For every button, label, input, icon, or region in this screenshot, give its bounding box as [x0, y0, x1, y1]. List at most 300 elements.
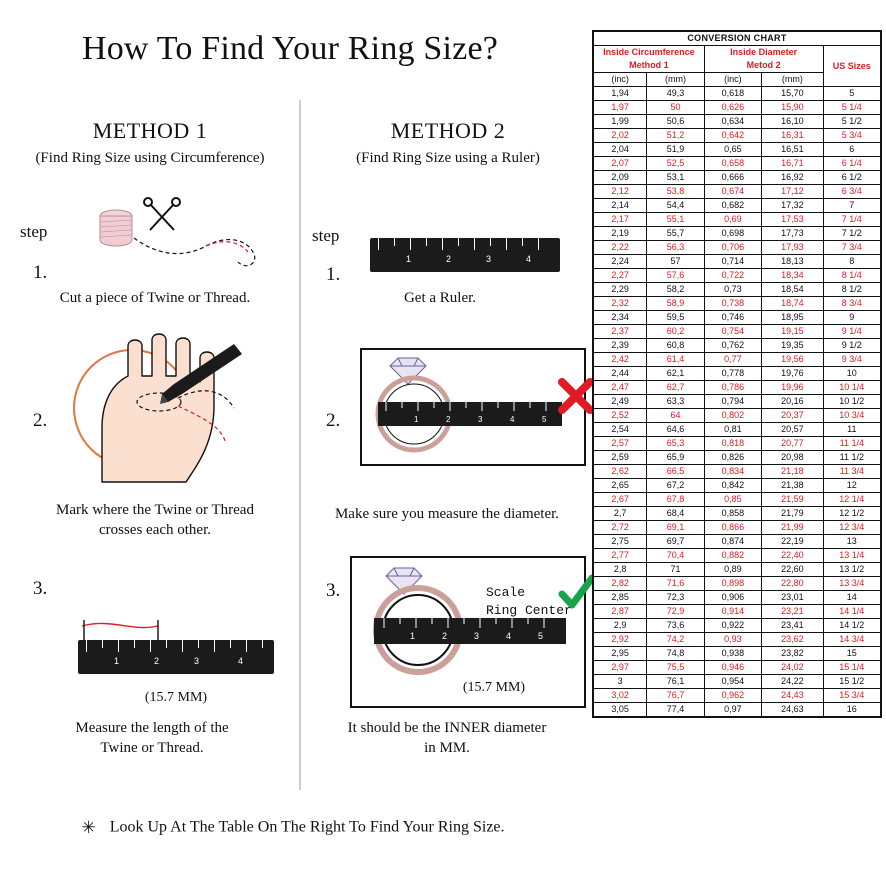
table-cell-mm: 16,10 — [762, 115, 824, 129]
svg-text:2: 2 — [446, 415, 451, 424]
table-cell-mm: 19,35 — [762, 339, 824, 353]
table-cell-mm: 19,76 — [762, 367, 824, 381]
table-cell-mm: 18,34 — [762, 269, 824, 283]
table-row — [594, 339, 881, 353]
table-cell-inc: 2,49 — [594, 395, 647, 409]
table-cell-mm: 73,6 — [647, 619, 704, 633]
chart-title: CONVERSION CHART — [594, 32, 881, 46]
svg-text:5: 5 — [538, 631, 544, 641]
table-cell-mm: 20,77 — [762, 437, 824, 451]
table-title-row — [594, 32, 881, 46]
table-cell-inc: 0,866 — [704, 521, 761, 535]
table-cell-inc: 2,92 — [594, 633, 647, 647]
table-cell-inc: 2,37 — [594, 325, 647, 339]
table-row — [594, 171, 881, 185]
table-cell-inc: 0,922 — [704, 619, 761, 633]
table-row — [594, 689, 881, 703]
table-row — [594, 199, 881, 213]
page-title: How To Find Your Ring Size? — [81, 30, 499, 67]
method-1-header — [2, 118, 298, 167]
table-cell-inc: 0,714 — [704, 255, 761, 269]
table-cell-mm: 17,53 — [762, 213, 824, 227]
table-cell-mm: 54,4 — [647, 199, 704, 213]
table-cell-mm: 23,82 — [762, 647, 824, 661]
table-cell-inc: 2,14 — [594, 199, 647, 213]
table-cell-inc: 0,682 — [704, 199, 761, 213]
table-cell-inc: 2,97 — [594, 661, 647, 675]
table-cell-inc: 0,626 — [704, 101, 761, 115]
svg-text:4: 4 — [510, 415, 515, 424]
table-cell-inc: 0,962 — [704, 689, 761, 703]
table-row — [594, 451, 881, 465]
table-cell-mm: 17,12 — [762, 185, 824, 199]
table-cell-inc: 0,698 — [704, 227, 761, 241]
table-cell-inc: 0,882 — [704, 549, 761, 563]
table-row — [594, 213, 881, 227]
table-row — [594, 493, 881, 507]
table-cell-US: 7 1/4 — [823, 213, 880, 227]
method-2-step-3-number: 3. — [326, 580, 341, 601]
table-cell-inc: 3,05 — [594, 703, 647, 717]
table-row — [594, 465, 881, 479]
table-cell-inc: 2,07 — [594, 157, 647, 171]
table-cell-mm: 19,56 — [762, 353, 824, 367]
bottom-note-text: Look Up At The Table On The Right To Find Your Ring Size. — [109, 818, 505, 836]
table-cell-mm: 71 — [647, 563, 704, 577]
table-cell-US: 13 1/4 — [823, 549, 880, 563]
table-cell-mm: 23,01 — [762, 591, 824, 605]
table-cell-mm: 67,8 — [647, 493, 704, 507]
method-2-step-2-number: 2. — [326, 410, 341, 431]
table-cell-mm: 67,2 — [647, 479, 704, 493]
table-row — [594, 563, 881, 577]
table-cell-inc: 0,746 — [704, 311, 761, 325]
table-cell-inc: 0,898 — [704, 577, 761, 591]
table-cell-inc: 0,81 — [704, 423, 761, 437]
table-cell-US: 11 3/4 — [823, 465, 880, 479]
table-cell-mm: 59,5 — [647, 311, 704, 325]
table-cell-US: 8 1/2 — [823, 283, 880, 297]
table-cell-mm: 15,70 — [762, 87, 824, 101]
table-row — [594, 395, 881, 409]
table-cell-US: 5 — [823, 87, 880, 101]
table-cell-US: 6 — [823, 143, 880, 157]
table-cell-inc: 0,618 — [704, 87, 761, 101]
table-cell-US: 5 3/4 — [823, 129, 880, 143]
table-row — [594, 87, 881, 101]
table-row — [594, 661, 881, 675]
table-row — [594, 535, 881, 549]
table-row — [594, 115, 881, 129]
table-cell-mm: 17,73 — [762, 227, 824, 241]
table-cell-inc: 0,85 — [704, 493, 761, 507]
table-cell-inc: 0,706 — [704, 241, 761, 255]
svg-text:1: 1 — [414, 415, 419, 424]
table-cell-inc: 1,97 — [594, 101, 647, 115]
svg-text:4: 4 — [506, 631, 512, 641]
table-cell-inc: 0,97 — [704, 703, 761, 717]
conversion-chart — [592, 30, 882, 718]
ruler-illustration-method1: 1 2 3 4 — [78, 640, 274, 674]
svg-text:3: 3 — [478, 415, 483, 424]
table-row — [594, 647, 881, 661]
col-header-mm-1: (mm) — [647, 73, 704, 87]
method-1-subtitle: (Find Ring Size using Circumference) — [35, 150, 265, 166]
table-cell-mm: 20,37 — [762, 409, 824, 423]
table-cell-mm: 65,3 — [647, 437, 704, 451]
table-cell-US: 16 — [823, 703, 880, 717]
table-cell-inc: 2,17 — [594, 213, 647, 227]
group-header-circumference: Inside Circumference Method 1 — [594, 46, 705, 73]
table-cell-inc: 0,938 — [704, 647, 761, 661]
method-1-step-3-number: 3. — [33, 578, 48, 599]
table-row — [594, 283, 881, 297]
table-cell-mm: 76,1 — [647, 675, 704, 689]
table-cell-inc: 2,12 — [594, 185, 647, 199]
table-cell-inc: 3,02 — [594, 689, 647, 703]
table-cell-US: 15 3/4 — [823, 689, 880, 703]
table-cell-inc: 2,04 — [594, 143, 647, 157]
col-header-inc-1: (inc) — [594, 73, 647, 87]
table-cell-mm: 64 — [647, 409, 704, 423]
table-cell-mm: 20,57 — [762, 423, 824, 437]
table-cell-mm: 21,79 — [762, 507, 824, 521]
table-row — [594, 381, 881, 395]
table-row — [594, 367, 881, 381]
table-cell-inc: 2,42 — [594, 353, 647, 367]
table-cell-inc: 0,69 — [704, 213, 761, 227]
table-cell-mm: 21,59 — [762, 493, 824, 507]
table-cell-inc: 0,754 — [704, 325, 761, 339]
table-cell-inc: 0,818 — [704, 437, 761, 451]
table-cell-mm: 62,7 — [647, 381, 704, 395]
table-cell-inc: 0,946 — [704, 661, 761, 675]
table-cell-inc: 2,82 — [594, 577, 647, 591]
table-cell-inc: 0,65 — [704, 143, 761, 157]
method-1-step-2-caption: Mark where the Twine or Thread crosses each other. — [56, 502, 254, 539]
table-cell-mm: 77,4 — [647, 703, 704, 717]
table-cell-US: 13 1/2 — [823, 563, 880, 577]
table-cell-inc: 0,93 — [704, 633, 761, 647]
table-cell-mm: 74,2 — [647, 633, 704, 647]
table-cell-mm: 49,3 — [647, 87, 704, 101]
table-row — [594, 591, 881, 605]
method-2-step-word: step — [312, 226, 340, 245]
table-row — [594, 633, 881, 647]
table-cell-inc: 2,02 — [594, 129, 647, 143]
table-cell-inc: 0,794 — [704, 395, 761, 409]
table-cell-mm: 50 — [647, 101, 704, 115]
table-cell-mm: 52,5 — [647, 157, 704, 171]
table-cell-mm: 69,7 — [647, 535, 704, 549]
table-cell-mm: 20,16 — [762, 395, 824, 409]
table-cell-inc: 2,7 — [594, 507, 647, 521]
table-cell-US: 14 1/4 — [823, 605, 880, 619]
table-cell-US: 11 — [823, 423, 880, 437]
table-cell-inc: 0,674 — [704, 185, 761, 199]
table-cell-mm: 72,3 — [647, 591, 704, 605]
table-cell-mm: 56,3 — [647, 241, 704, 255]
table-row — [594, 143, 881, 157]
table-cell-mm: 18,74 — [762, 297, 824, 311]
table-cell-inc: 0,89 — [704, 563, 761, 577]
table-cell-inc: 2,09 — [594, 171, 647, 185]
table-cell-mm: 72,9 — [647, 605, 704, 619]
table-cell-US: 9 — [823, 311, 880, 325]
table-cell-inc: 1,94 — [594, 87, 647, 101]
table-cell-inc: 2,85 — [594, 591, 647, 605]
table-row — [594, 311, 881, 325]
table-cell-mm: 17,32 — [762, 199, 824, 213]
table-cell-mm: 61,4 — [647, 353, 704, 367]
table-cell-inc: 2,29 — [594, 283, 647, 297]
table-row — [594, 409, 881, 423]
method-2-subtitle: (Find Ring Size using a Ruler) — [356, 150, 540, 166]
table-cell-US: 14 3/4 — [823, 633, 880, 647]
table-cell-inc: 0,642 — [704, 129, 761, 143]
table-cell-mm: 20,98 — [762, 451, 824, 465]
table-cell-mm: 53,1 — [647, 171, 704, 185]
table-cell-mm: 24,22 — [762, 675, 824, 689]
table-row — [594, 241, 881, 255]
table-cell-US: 14 1/2 — [823, 619, 880, 633]
svg-text:1: 1 — [410, 631, 416, 641]
table-cell-mm: 60,8 — [647, 339, 704, 353]
table-cell-mm: 70,4 — [647, 549, 704, 563]
table-row — [594, 577, 881, 591]
cross-icon — [556, 376, 596, 421]
table-cell-mm: 71,6 — [647, 577, 704, 591]
table-group-header-row — [594, 46, 881, 73]
table-cell-inc: 0,786 — [704, 381, 761, 395]
table-cell-inc: 0,666 — [704, 171, 761, 185]
method-1-step-word: step — [20, 222, 48, 241]
table-cell-US: 6 3/4 — [823, 185, 880, 199]
asterisk-icon: ✳ — [81, 818, 96, 837]
table-cell-US: 12 3/4 — [823, 521, 880, 535]
table-row — [594, 521, 881, 535]
table-cell-US: 10 1/2 — [823, 395, 880, 409]
table-cell-inc: 2,8 — [594, 563, 647, 577]
table-cell-US: 5 1/4 — [823, 101, 880, 115]
table-cell-inc: 0,722 — [704, 269, 761, 283]
table-cell-inc: 2,32 — [594, 297, 647, 311]
table-cell-mm: 23,21 — [762, 605, 824, 619]
table-cell-inc: 3 — [594, 675, 647, 689]
table-cell-US: 7 3/4 — [823, 241, 880, 255]
table-cell-inc: 2,47 — [594, 381, 647, 395]
table-cell-mm: 51,9 — [647, 143, 704, 157]
method-2-step-2-frame — [360, 348, 586, 466]
table-cell-US: 13 3/4 — [823, 577, 880, 591]
table-cell-US: 11 1/4 — [823, 437, 880, 451]
table-cell-inc: 0,634 — [704, 115, 761, 129]
table-row — [594, 227, 881, 241]
method-2-measure-label: (15.7 MM) — [462, 680, 526, 695]
table-cell-mm: 21,99 — [762, 521, 824, 535]
ruler-illustration-method2-step1: 1 2 3 4 — [370, 238, 560, 272]
table-cell-US: 6 1/4 — [823, 157, 880, 171]
table-cell-inc: 2,65 — [594, 479, 647, 493]
method-1-step-3-caption: Measure the length of the Twine or Thread. — [75, 720, 229, 757]
group-header-us-sizes: US Sizes — [823, 46, 880, 87]
table-cell-inc: 0,914 — [704, 605, 761, 619]
table-cell-US: 15 1/2 — [823, 675, 880, 689]
method-1-measure-label: (15.7 MM) — [144, 690, 208, 705]
table-cell-mm: 21,18 — [762, 465, 824, 479]
table-cell-mm: 64,6 — [647, 423, 704, 437]
table-cell-inc: 2,34 — [594, 311, 647, 325]
method-2-step-2-caption: Make sure you measure the diameter. — [334, 506, 560, 522]
table-row — [594, 675, 881, 689]
table-cell-inc: 0,826 — [704, 451, 761, 465]
table-cell-mm: 60,2 — [647, 325, 704, 339]
table-row — [594, 619, 881, 633]
table-cell-inc: 0,954 — [704, 675, 761, 689]
table-cell-mm: 69,1 — [647, 521, 704, 535]
method-2-title: METHOD 2 — [390, 118, 506, 143]
table-cell-mm: 58,2 — [647, 283, 704, 297]
table-row — [594, 703, 881, 717]
table-cell-mm: 57 — [647, 255, 704, 269]
table-cell-inc: 0,778 — [704, 367, 761, 381]
table-cell-inc: 2,87 — [594, 605, 647, 619]
method-2-step-1-number: 1. — [326, 264, 341, 285]
table-cell-US: 10 1/4 — [823, 381, 880, 395]
table-cell-mm: 22,19 — [762, 535, 824, 549]
table-row — [594, 353, 881, 367]
table-cell-mm: 63,3 — [647, 395, 704, 409]
table-cell-mm: 16,31 — [762, 129, 824, 143]
table-cell-mm: 19,15 — [762, 325, 824, 339]
table-cell-mm: 55,1 — [647, 213, 704, 227]
table-cell-US: 10 3/4 — [823, 409, 880, 423]
table-cell-inc: 2,52 — [594, 409, 647, 423]
group-header-diameter: Inside Diameter Metod 2 — [704, 46, 823, 73]
table-row — [594, 297, 881, 311]
bottom-note — [0, 818, 586, 838]
table-cell-US: 9 1/2 — [823, 339, 880, 353]
table-cell-inc: 0,762 — [704, 339, 761, 353]
method-2-step-3-caption: It should be the INNER diameter in MM. — [347, 720, 547, 757]
table-cell-inc: 0,858 — [704, 507, 761, 521]
table-cell-mm: 23,62 — [762, 633, 824, 647]
table-cell-mm: 76,7 — [647, 689, 704, 703]
table-cell-inc: 0,658 — [704, 157, 761, 171]
table-cell-US: 12 1/2 — [823, 507, 880, 521]
conversion-table — [593, 31, 881, 717]
table-cell-mm: 24,02 — [762, 661, 824, 675]
table-cell-mm: 68,4 — [647, 507, 704, 521]
table-cell-US: 9 1/4 — [823, 325, 880, 339]
table-cell-inc: 2,72 — [594, 521, 647, 535]
table-cell-mm: 74,8 — [647, 647, 704, 661]
table-cell-inc: 2,95 — [594, 647, 647, 661]
table-cell-mm: 16,51 — [762, 143, 824, 157]
table-cell-inc: 2,27 — [594, 269, 647, 283]
col-header-inc-2: (inc) — [704, 73, 761, 87]
table-cell-mm: 22,40 — [762, 549, 824, 563]
method-1-step-2-number: 2. — [33, 410, 48, 431]
table-cell-US: 5 1/2 — [823, 115, 880, 129]
table-cell-inc: 2,39 — [594, 339, 647, 353]
method-1-title: METHOD 1 — [92, 118, 208, 143]
method-2-header — [300, 118, 596, 167]
table-row — [594, 325, 881, 339]
table-cell-mm: 66,5 — [647, 465, 704, 479]
scale-ring-center-annotation: Scale Ring Center — [486, 585, 572, 619]
table-cell-US: 14 — [823, 591, 880, 605]
table-cell-US: 12 1/4 — [823, 493, 880, 507]
table-cell-mm: 24,63 — [762, 703, 824, 717]
table-cell-inc: 2,59 — [594, 451, 647, 465]
table-cell-US: 8 1/4 — [823, 269, 880, 283]
method-1-step-1-number: 1. — [33, 262, 48, 283]
table-cell-US: 15 1/4 — [823, 661, 880, 675]
table-cell-inc: 0,906 — [704, 591, 761, 605]
table-cell-inc: 2,44 — [594, 367, 647, 381]
table-cell-US: 9 3/4 — [823, 353, 880, 367]
table-cell-mm: 22,60 — [762, 563, 824, 577]
table-cell-mm: 75,5 — [647, 661, 704, 675]
table-row — [594, 157, 881, 171]
table-cell-inc: 0,802 — [704, 409, 761, 423]
hand-thread-illustration — [66, 332, 286, 492]
table-cell-US: 7 — [823, 199, 880, 213]
svg-text:3: 3 — [474, 631, 480, 641]
table-cell-inc: 2,77 — [594, 549, 647, 563]
col-header-mm-2: (mm) — [762, 73, 824, 87]
table-cell-inc: 1,99 — [594, 115, 647, 129]
table-row — [594, 479, 881, 493]
table-cell-mm: 55,7 — [647, 227, 704, 241]
table-cell-mm: 16,71 — [762, 157, 824, 171]
table-cell-mm: 57,6 — [647, 269, 704, 283]
table-cell-US: 15 — [823, 647, 880, 661]
twine-spool-illustration — [88, 196, 278, 276]
table-cell-inc: 2,19 — [594, 227, 647, 241]
table-cell-mm: 51,2 — [647, 129, 704, 143]
table-cell-US: 12 — [823, 479, 880, 493]
table-cell-US: 6 1/2 — [823, 171, 880, 185]
table-row — [594, 423, 881, 437]
table-cell-mm: 23,41 — [762, 619, 824, 633]
table-cell-inc: 0,738 — [704, 297, 761, 311]
table-cell-mm: 22,80 — [762, 577, 824, 591]
table-cell-inc: 2,75 — [594, 535, 647, 549]
table-cell-mm: 16,92 — [762, 171, 824, 185]
table-cell-inc: 2,62 — [594, 465, 647, 479]
table-cell-inc: 0,834 — [704, 465, 761, 479]
table-row — [594, 255, 881, 269]
table-row — [594, 437, 881, 451]
table-cell-inc: 2,67 — [594, 493, 647, 507]
table-cell-US: 8 3/4 — [823, 297, 880, 311]
svg-text:2: 2 — [442, 631, 448, 641]
table-cell-inc: 2,57 — [594, 437, 647, 451]
table-row — [594, 269, 881, 283]
table-row — [594, 507, 881, 521]
table-cell-inc: 2,22 — [594, 241, 647, 255]
method-2-step-1-caption: Get a Ruler. — [403, 290, 477, 306]
vertical-divider — [299, 100, 301, 790]
table-row — [594, 185, 881, 199]
table-cell-inc: 2,24 — [594, 255, 647, 269]
table-cell-mm: 53,8 — [647, 185, 704, 199]
svg-text:5: 5 — [542, 415, 547, 424]
table-cell-inc: 0,874 — [704, 535, 761, 549]
table-row — [594, 101, 881, 115]
